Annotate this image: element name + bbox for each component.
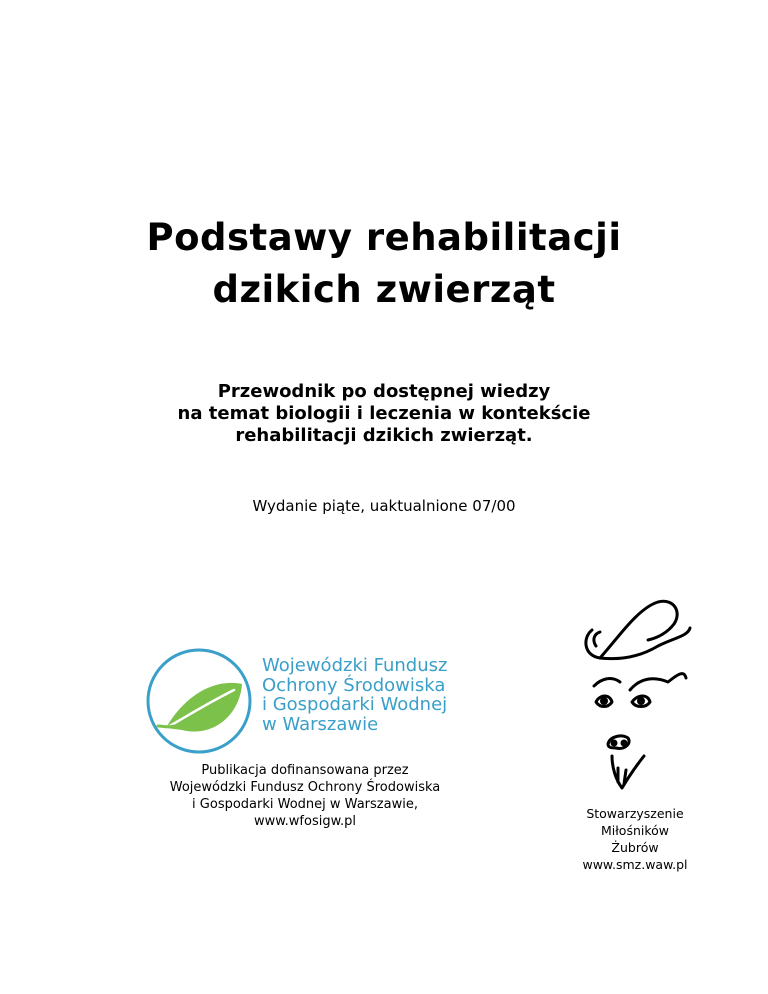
title-line-2: dzikich zwierząt xyxy=(212,268,556,311)
wfosigw-name-line-4: w Warszawie xyxy=(262,713,379,735)
title-line-1: Podstawy rehabilitacji xyxy=(146,216,622,259)
document-subtitle xyxy=(0,381,768,447)
wfosigw-name-line-3: i Gospodarki Wodnej xyxy=(262,694,448,715)
wfosigw-name-line-2: Ochrony Środowiska xyxy=(262,674,446,696)
funding-note xyxy=(140,762,470,830)
edition-note: Wydanie piąte, uaktualnione 07/00 xyxy=(252,497,516,515)
smz-url: www.smz.waw.pl xyxy=(582,857,688,872)
wfosigw-name-line-1: Wojewódzki Fundusz xyxy=(262,655,448,676)
smz-association xyxy=(560,805,710,873)
bison-sketch-logo-icon xyxy=(578,598,696,798)
smz-line-3: Żubrów xyxy=(611,840,659,855)
funding-line-3: i Gospodarki Wodnej w Warszawie, xyxy=(192,797,418,812)
wfosigw-leaf-logo-icon xyxy=(144,646,254,756)
document-title xyxy=(0,212,768,316)
smz-line-2: Miłośników xyxy=(600,823,670,838)
funding-line-4: www.wfosigw.pl xyxy=(253,814,357,829)
funding-line-2: Wojewódzki Fundusz Ochrony Środowiska xyxy=(169,780,441,795)
subtitle-line-3: rehabilitacji dzikich zwierząt. xyxy=(235,425,533,446)
subtitle-line-1: Przewodnik po dostępnej wiedzy xyxy=(217,381,551,402)
smz-line-1: Stowarzyszenie xyxy=(586,806,684,821)
subtitle-line-2: na temat biologii i leczenia w kontekście xyxy=(177,403,591,424)
funding-line-1: Publikacja dofinansowana przez xyxy=(201,763,409,778)
wfosigw-name xyxy=(262,656,447,734)
